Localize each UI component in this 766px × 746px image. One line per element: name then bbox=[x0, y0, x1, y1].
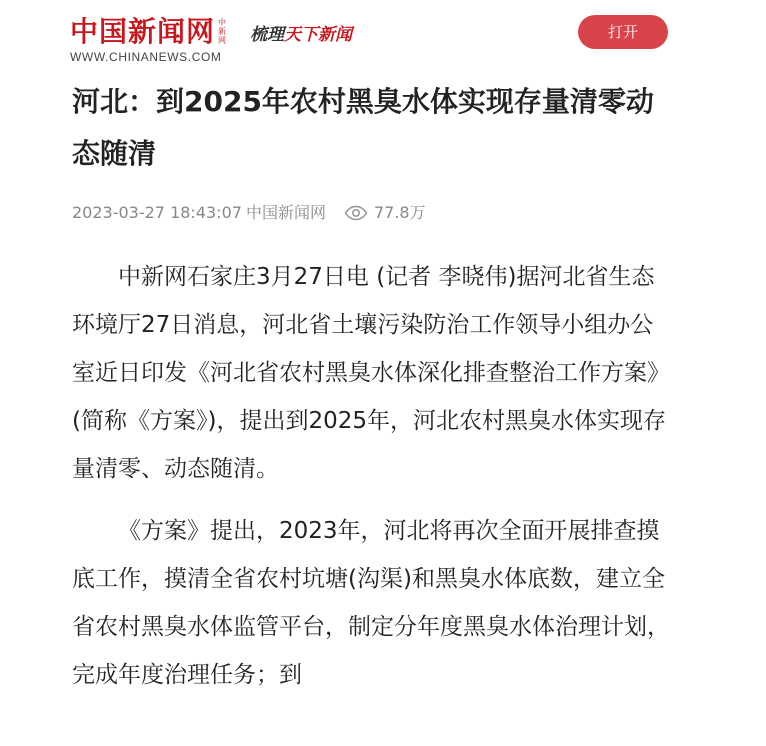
open-app-button[interactable]: 打开 bbox=[578, 15, 668, 49]
slogan bbox=[250, 24, 352, 46]
article-paragraph: 《方案》提出，2023年，河北将再次全面开展排查摸底工作，摸清全省农村坑塘(沟渠)和黑臭水体底数，建立全省农村黑臭水体监管平台，制定分年度黑臭水体治理计划，完成年度治理任务；到 bbox=[72, 518, 670, 688]
slogan-part-2: 天下新闻 bbox=[284, 25, 352, 45]
article-source: 中国新闻网 bbox=[245, 203, 326, 222]
article-title: 河北：到2025年农村黑臭水体实现存量清零动态随清 bbox=[72, 85, 654, 170]
logo-url: WWW.CHINANEWS.COM bbox=[70, 50, 222, 64]
view-count bbox=[344, 201, 426, 225]
slogan-part-1: 梳理 bbox=[250, 25, 284, 45]
article-paragraph: 中新网石家庄3月27日电 (记者 李晓伟)据河北省生态环境厅27日消息，河北省土壤污染防治工作领导小组办公室近日印发《河北省农村黑臭水体深化排查整治工作方案》(简称《方案》)，提出到2025年，河北农村黑臭水体实现存量清零、动态随清。 bbox=[72, 264, 670, 482]
chinanews-logo[interactable] bbox=[70, 16, 230, 64]
view-count-value: 77.8万 bbox=[373, 203, 426, 222]
site-header bbox=[0, 0, 766, 72]
logo-text: 中国新闻网 bbox=[70, 15, 216, 48]
logo-subtext: 中新网 bbox=[218, 18, 226, 45]
article-meta bbox=[72, 201, 426, 225]
article-body bbox=[72, 253, 676, 713]
eye-icon bbox=[344, 205, 368, 221]
publish-date: 2023-03-27 18:43:07 bbox=[72, 203, 242, 222]
